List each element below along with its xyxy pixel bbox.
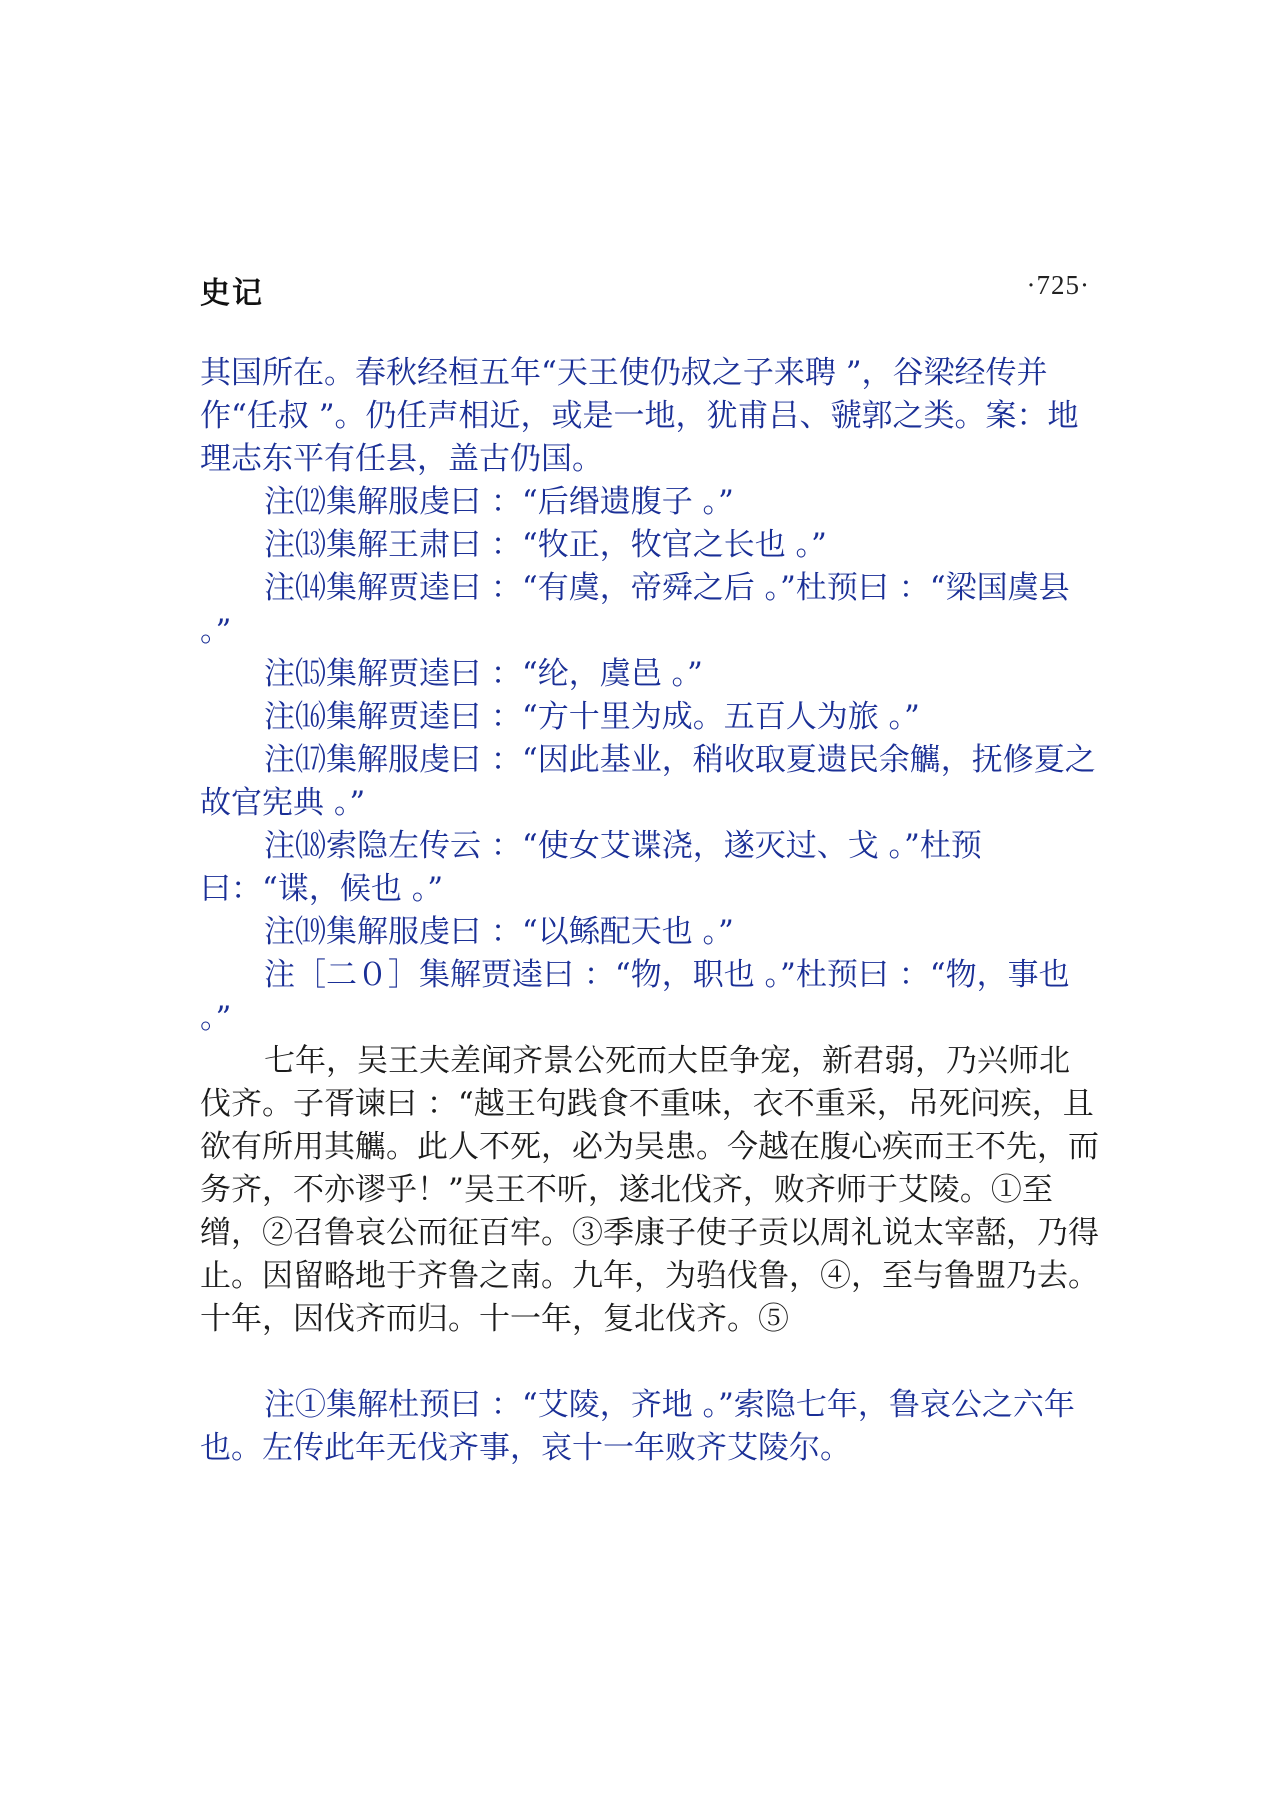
note-1: 注①集解杜预曰 ：“艾陵，齐地 。”索隐七年，鲁哀公之六年也。左传此年无伐齐事，哀十一年败齐艾陵尔。 xyxy=(200,1387,1075,1466)
note-16: 注⒃集解贾逵曰 ：“方十里为成。五百人为旅 。” xyxy=(264,699,920,735)
book-title: 史记 xyxy=(200,276,264,311)
body-text xyxy=(200,352,1100,1470)
note-12: 注⑿集解服虔曰 ：“后缗遗腹子 。” xyxy=(264,484,734,520)
main-text-paragraph: 七年，吴王夫差闻齐景公死而大臣争宠，新君弱，乃兴师北伐齐。子胥谏曰 ：“越王句践食不重味，衣不重采，吊死问疾，且欲有所用其觽。此人不死，必为吴患。今越在腹心疾而王不先，而务齐，不亦谬乎！”吴王不听，遂北伐齐，败齐师于艾陵。①至缯，②召鲁哀公而征百牢。③季康子使子贡以周礼说太宰嚭，乃得止。因留略地于齐鲁之南。九年，为驺伐鲁，④，至与鲁盟乃去。十年，因伐齐而归。十一年，复北伐齐。⑤ xyxy=(200,1043,1099,1337)
commentary-paragraph: 其国所在。春秋经桓五年“天王使仍叔之子来聘 ”，谷梁经传并作“任叔 ”。仍任声相近，或是一地，犹甫吕、虢郭之类。案：地理志东平有任县，盖古仍国。 xyxy=(200,355,1079,477)
note-20: 注［二０］集解贾逵曰 ：“物，职也 。”杜预曰 ：“物，事也 。” xyxy=(200,957,1080,1036)
note-14: 注⒁集解贾逵曰 ：“有虞，帝舜之后 。”杜预曰 ：“梁国虞县 。” xyxy=(200,570,1080,649)
note-17: 注⒄集解服虔曰 ：“因此基业，稍收取夏遗民余觽，抚修夏之故官宪典 。” xyxy=(200,742,1096,821)
note-18: 注⒅索隐左传云 ：“使女艾谍浇，遂灭过、戈 。”杜预曰：“谍，候也 。” xyxy=(200,828,982,907)
note-13: 注⒀集解王肃曰 ：“牧正，牧官之长也 。” xyxy=(264,527,827,563)
running-head xyxy=(200,268,1090,312)
note-19: 注⒆集解服虔曰 ：“以鲧配天也 。” xyxy=(264,914,734,950)
page-number: ·725· xyxy=(1026,270,1090,300)
note-15: 注⒂集解贾逵曰 ：“纶，虞邑 。” xyxy=(264,656,703,692)
paragraph-gap xyxy=(200,1341,1100,1384)
